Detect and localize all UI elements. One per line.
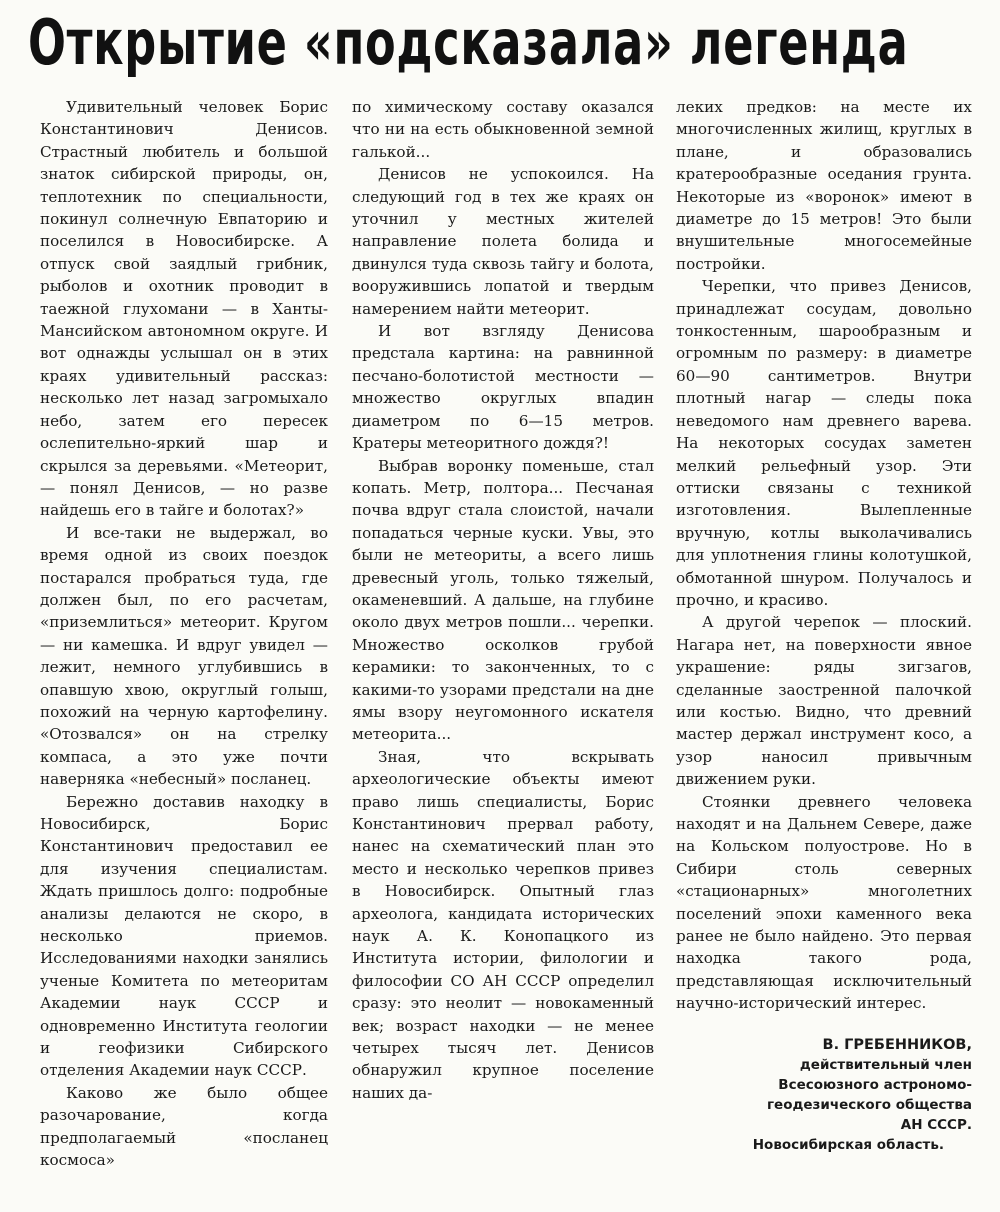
author-region: Новосибирская область.	[752, 1136, 944, 1153]
paragraph: Выбрав воронку поменьше, стал копать. Метр, полтора... Песчаная почва вдруг стала слоистой, начали попадаться черные куски. Увы, это были не метеориты, а всего лишь древесный уголь, только тяжелый, окаменевший. А дальше, на глубине около двух метров пошли... черепки. Множество осколков грубой керамики: то законченных, то с какими-то узорами предстали на дне ямы взору неугомонного искателя метеорита...	[352, 456, 654, 744]
author-org-line-1: Всесоюзного астрономо-	[778, 1076, 972, 1093]
paragraph: Черепки, что привез Денисов, принадлежат сосудам, довольно тонкостенным, шарообразным и огромным по размеру: в диаметре 60—90 сантиметров. Внутри плотный нагар — следы пока неведомого нам древнего варева. На некоторых сосудах заметен мелкий рельефный узор. Эти оттиски связаны с техникой изготовления. Вылепленные вручную, котлы выколачивались для уплотнения глины колотушкой, обмотанной шнуром. Получалось и прочно, и красиво.	[676, 277, 972, 609]
paragraph: А другой черепок — плоский. Нагара нет, на поверхности явное украшение: ряды зигзагов, сделанные заостренной палочкой или костью. Видно, что древний мастер держал инструмент косо, а узор наносил привычным движением руки.	[676, 613, 972, 789]
article-column-3	[676, 96, 972, 1155]
article-column-1	[40, 96, 328, 1172]
article-column-2	[352, 96, 654, 1104]
paragraph: Каково же было общее разочарование, когда предполагаемый «посланец космоса»	[40, 1083, 328, 1170]
paragraph: Бережно доставив находку в Новосибирск, Борис Константинович предоставил ее для изучения специалистам. Ждать пришлось долго: подробные анализы делаются не скоро, в несколько приемов. Исследованиями находки занялись ученые Комитета по метеоритам Академии наук СССР и одновременно Института геологии и геофизики Сибирского отделения Академии наук СССР.	[40, 792, 328, 1080]
paragraph: Денисов не успокоился. На следующий год в тех же краях он уточнил у местных жителей направление полета болида и двинулся туда сквозь тайгу и болота, вооружившись лопатой и твердым намерением найти метеорит.	[352, 165, 654, 318]
paragraph: И все-таки не выдержал, во время одной из своих поездок постарался пробраться туда, где должен был, по его расчетам, «приземлиться» метеорит. Кругом — ни камешка. И вдруг увидел — лежит, немного углубившись в опавшую хвою, округлый голыш, похожий на черную картофелину. «Отозвался» он на стрелку компаса, а это уже почти наверняка «небесный» посланец.	[40, 523, 328, 789]
paragraph: леких предков: на месте их многочисленных жилищ, круглых в плане, и образовались кратерообразные оседания грунта. Некоторые из «воронок» имеют в диаметре до 15 метров! Это были внушительные многосемейные постройки.	[676, 98, 972, 273]
author-name: В. ГРЕБЕННИКОВ,	[822, 1036, 972, 1053]
author-role: действительный член	[799, 1056, 972, 1073]
paragraph: Стоянки древнего человека находят и на Дальнем Севере, даже на Кольском полуострове. Но в Сибири столь северных «стационарных» многолетних поселений эпохи каменного века ранее не было найдено. Это первая находка такого рода, представляющая исключительный научно-исторический интерес.	[676, 792, 972, 1013]
paragraph: Удивительный человек Борис Константинович Денисов. Страстный любитель и большой знаток сибирской природы, он, теплотехник по специальности, покинул солнечную Евпаторию и поселился в Новосибирске. А отпуск свой заядлый грибник, рыболов и охотник проводит в таежной глухомани — в Ханты-Мансийском автономном округе. И вот однажды услышал он в этих краях удивительный рассказ: несколько лет назад загромыхало небо, затем его пересек ослепительно-яркий шар и скрылся за деревьями. «Метеорит, — понял Денисов, — но разве найдешь его в тайге и болотах?»	[40, 98, 328, 520]
author-org-line-3: АН СССР.	[900, 1116, 972, 1133]
paragraph: Зная, что вскрывать археологические объекты имеют право лишь специалисты, Борис Константинович прервал работу, нанес на схематический план это место и несколько черепков привез в Новосибирск. Опытный глаз археолога, кандидата исторических наук А. К. Конопацкого из Института истории, филологии и философии СО АН СССР определил сразу: это неолит — новокаменный век; возраст находки — не менее четырех тысяч лет. Денисов обнаружил крупное поселение наших да-	[352, 747, 654, 1102]
headline: Открытие «подсказала» легенда	[28, 6, 909, 79]
author-signature	[676, 1035, 972, 1155]
paragraph: И вот взгляду Денисова предстала картина: на равнинной песчано-болотистой местности — множество округлых впадин диаметром по 6—15 метров. Кратеры метеоритного дождя?!	[352, 322, 654, 453]
paragraph: по химическому составу оказался что ни на есть обыкновенной земной галькой...	[352, 98, 654, 161]
author-org-line-2: геодезического общества	[767, 1096, 972, 1113]
